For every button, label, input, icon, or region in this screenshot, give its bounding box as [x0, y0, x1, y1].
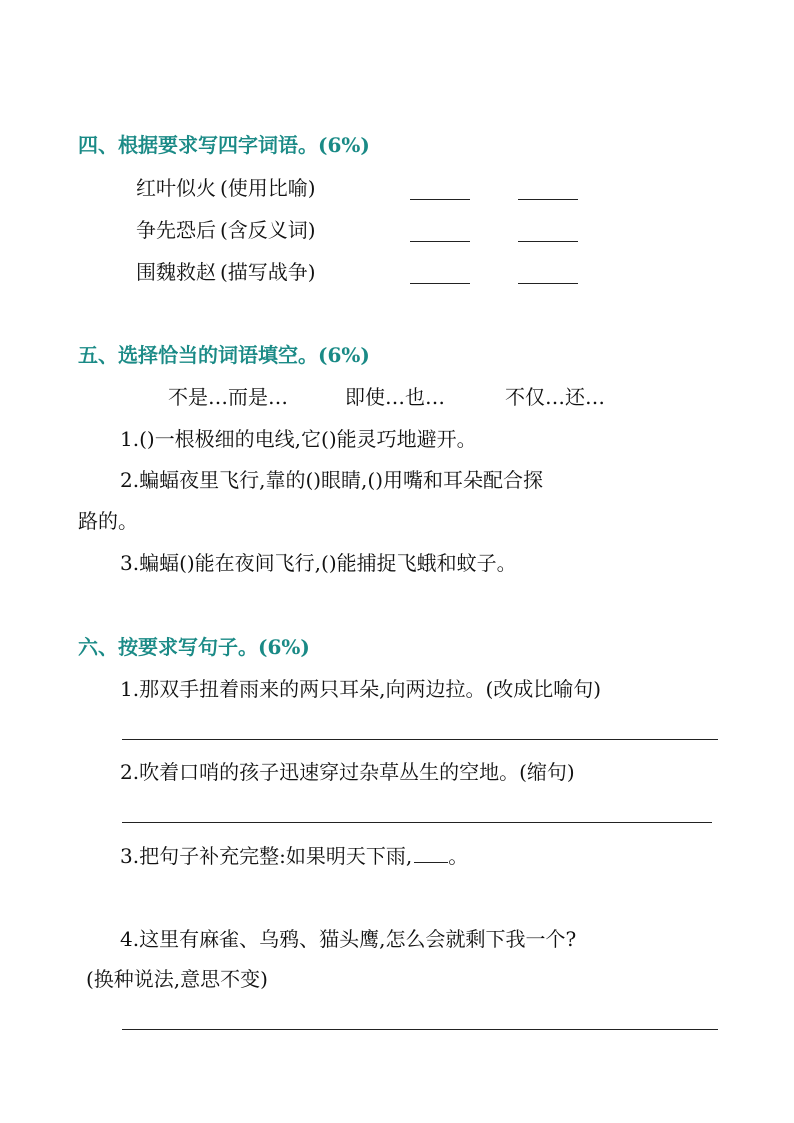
section5-question-2-line1: 2.蝙蝠夜里飞行,靠的()眼睛,()用嘴和耳朵配合探	[120, 468, 544, 492]
section6-question-4-line2: (换种说法,意思不变)	[86, 967, 268, 991]
section6-question-3-suffix: 。	[448, 844, 469, 868]
answer-blank-4-1a[interactable]	[410, 199, 470, 200]
option-2: 即使…也…	[345, 385, 445, 409]
answer-line-6-1[interactable]	[122, 739, 718, 740]
option-3: 不仅…还…	[505, 385, 605, 409]
section6-question-4-line1: 4.这里有麻雀、乌鸦、猫头鹰,怎么会就剩下我一个?	[120, 927, 577, 951]
answer-line-6-2[interactable]	[122, 822, 712, 823]
section4-requirement-3: (描写战争)	[220, 260, 316, 284]
section4-requirement-1: (使用比喻)	[220, 176, 316, 200]
answer-blank-6-3[interactable]	[414, 844, 448, 863]
section5-question-1: 1.()一根极细的电线,它()能灵巧地避开。	[120, 427, 477, 451]
section6-question-3	[120, 843, 468, 869]
section6-question-1: 1.那双手扭着雨来的两只耳朵,向两边拉。(改成比喻句)	[120, 677, 602, 701]
answer-blank-4-2b[interactable]	[518, 241, 578, 242]
answer-blank-4-3b[interactable]	[518, 283, 578, 284]
section5-question-2-line2: 路的。	[78, 509, 138, 533]
option-1: 不是…而是…	[168, 385, 288, 409]
section4-word-2: 争先恐后	[136, 218, 216, 242]
section5-question-3: 3.蝙蝠()能在夜间飞行,()能捕捉飞蛾和蚊子。	[120, 551, 517, 575]
section4-requirement-2: (含反义词)	[220, 218, 316, 242]
section4-heading: 四、根据要求写四字词语。(6%)	[78, 133, 370, 157]
section4-word-1: 红叶似火	[136, 176, 216, 200]
answer-blank-4-3a[interactable]	[410, 283, 470, 284]
answer-blank-4-2a[interactable]	[410, 241, 470, 242]
section6-heading: 六、按要求写句子。(6%)	[78, 635, 310, 659]
section5-heading: 五、选择恰当的词语填空。(6%)	[78, 343, 370, 367]
section6-question-2: 2.吹着口哨的孩子迅速穿过杂草丛生的空地。(缩句)	[120, 760, 575, 784]
answer-blank-4-1b[interactable]	[518, 199, 578, 200]
section6-question-3-prefix: 3.把句子补充完整:如果明天下雨,	[120, 844, 413, 868]
section4-word-3: 围魏救赵	[136, 260, 216, 284]
answer-line-6-4[interactable]	[122, 1029, 718, 1030]
